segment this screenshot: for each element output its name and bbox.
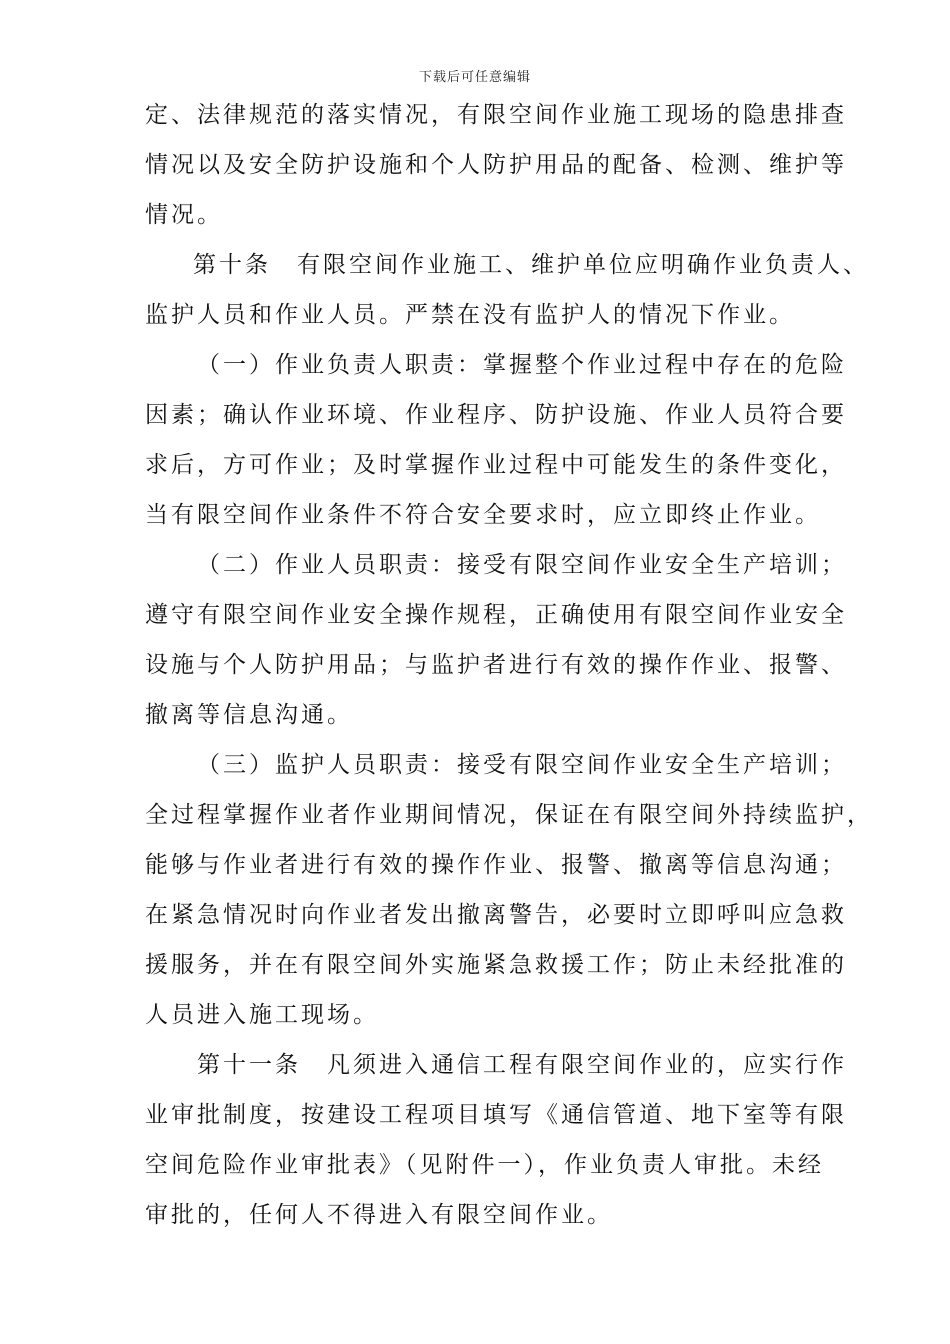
text-line: 在紧急情况时向作业者发出撤离警告，必要时立即呼叫应急救 xyxy=(145,902,847,928)
text-line: 当有限空间作业条件不符合安全要求时，应立即终止作业。 xyxy=(145,502,821,528)
text-line: 监护人员和作业人员。严禁在没有监护人的情况下作业。 xyxy=(145,302,795,328)
text-line: 设施与个人防护用品；与监护者进行有效的操作作业、报警、 xyxy=(145,652,847,678)
text-line: 定、法律规范的落实情况，有限空间作业施工现场的隐患排查 xyxy=(145,102,847,128)
clause-heading-line: （二）作业人员职责：接受有限空间作业安全生产培训； xyxy=(197,552,847,578)
text-line: 审批的，任何人不得进入有限空间作业。 xyxy=(145,1202,613,1228)
text-line: 撤离等信息沟通。 xyxy=(145,702,353,728)
text-line: 全过程掌握作业者作业期间情况，保证在有限空间外持续监护， xyxy=(145,802,873,828)
article-heading-line: 第十一条 凡须进入通信工程有限空间作业的，应实行作 xyxy=(197,1052,847,1078)
text-line: 情况。 xyxy=(145,202,223,228)
text-line: 人员进入施工现场。 xyxy=(145,1002,379,1028)
text-line: 能够与作业者进行有效的操作作业、报警、撤离等信息沟通； xyxy=(145,852,847,878)
article-heading-line: 第十条 有限空间作业施工、维护单位应明确作业负责人、 xyxy=(193,252,869,278)
text-line: 情况以及安全防护设施和个人防护用品的配备、检测、维护等 xyxy=(145,152,847,178)
text-line: 援服务，并在有限空间外实施紧急救援工作；防止未经批准的 xyxy=(145,952,847,978)
text-line: 求后，方可作业；及时掌握作业过程中可能发生的条件变化， xyxy=(145,452,847,478)
page-header: 下载后可任意编辑 xyxy=(418,70,531,85)
clause-heading-line: （一）作业负责人职责：掌握整个作业过程中存在的危险 xyxy=(197,352,847,378)
text-line: 业审批制度，按建设工程项目填写《通信管道、地下室等有限 xyxy=(145,1102,847,1128)
text-line: 因素；确认作业环境、作业程序、防护设施、作业人员符合要 xyxy=(145,402,847,428)
text-line: 空间危险作业审批表》（见附件一），作业负责人审批。未经 xyxy=(145,1152,824,1178)
text-line: 遵守有限空间作业安全操作规程，正确使用有限空间作业安全 xyxy=(145,602,847,628)
clause-heading-line: （三）监护人员职责：接受有限空间作业安全生产培训； xyxy=(197,752,847,778)
